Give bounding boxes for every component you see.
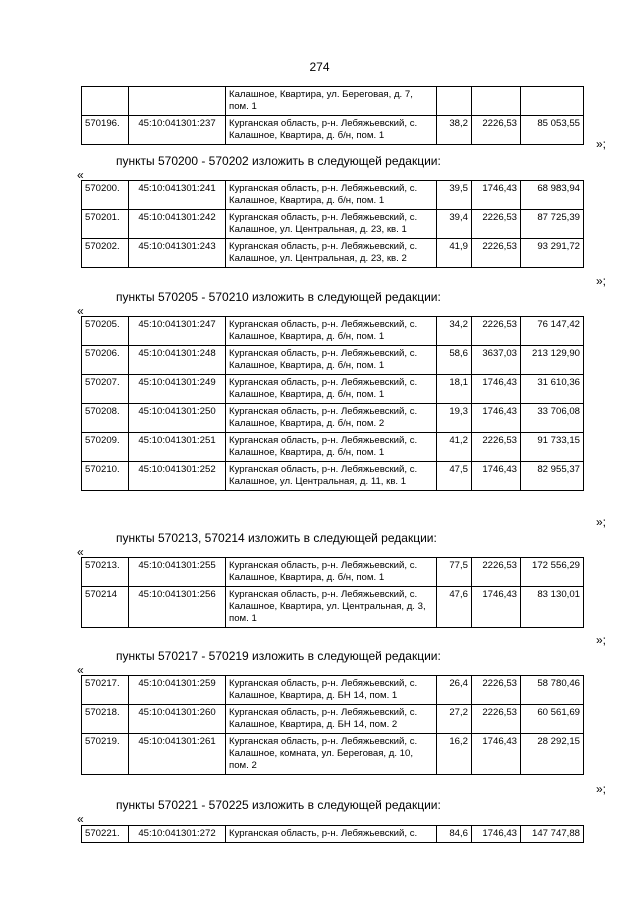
cell-cost: 31 610,36 [521, 375, 584, 404]
cell-cadastral: 45:10:041301:272 [129, 826, 226, 843]
table-row [82, 462, 584, 491]
cell-address: Курганская область, р-н. Лебяжьевский, с. Калашное, Квартира, д. б/н, пом. 1 [226, 433, 437, 462]
cell-price: 1746,43 [472, 181, 521, 210]
cell-num: 570213. [82, 558, 129, 587]
cell-price: 1746,43 [472, 587, 521, 628]
table-row [82, 558, 584, 587]
top-table [81, 86, 584, 145]
cell-area: 77,5 [437, 558, 472, 587]
cell-cadastral: 45:10:041301:260 [129, 705, 226, 734]
section-table [81, 180, 584, 268]
cell-price: 1746,43 [472, 375, 521, 404]
cell-address: Курганская область, р-н. Лебяжьевский, с. Калашное, Квартира, ул. Центральная, д. 3, пом. 1 [226, 587, 437, 628]
cell-cadastral: 45:10:041301:259 [129, 676, 226, 705]
cell-cadastral: 45:10:041301:250 [129, 404, 226, 433]
cell-area: 26,4 [437, 676, 472, 705]
cell-price: 2226,53 [472, 116, 521, 145]
section-table [81, 825, 584, 843]
cell-price: 1746,43 [472, 734, 521, 775]
open-quote: « [77, 168, 84, 182]
cell-price: 1746,43 [472, 462, 521, 491]
cell-area: 16,2 [437, 734, 472, 775]
cell-cadastral: 45:10:041301:261 [129, 734, 226, 775]
cell-address: Курганская область, р-н. Лебяжьевский, с. Калашное, Квартира, д. б/н, пом. 1 [226, 375, 437, 404]
cell-area: 19,3 [437, 404, 472, 433]
section-heading: пункты 570217 - 570219 изложить в следующей редакции: [116, 649, 441, 663]
table-row [82, 705, 584, 734]
table-row [82, 375, 584, 404]
open-quote: « [77, 812, 84, 826]
cell-area: 38,2 [437, 116, 472, 145]
cell-address: Курганская область, р-н. Лебяжьевский, с. Калашное, комната, ул. Береговая, д. 10, пом. 2 [226, 734, 437, 775]
table-row [82, 404, 584, 433]
table-row [82, 87, 584, 116]
cell-price: 2226,53 [472, 433, 521, 462]
cell-num: 570218. [82, 705, 129, 734]
cell-cost: 76 147,42 [521, 317, 584, 346]
cell-cost: 28 292,15 [521, 734, 584, 775]
cell-address: Курганская область, р-н. Лебяжьевский, с. Калашное, Квартира, д. б/н, пом. 1 [226, 346, 437, 375]
cell-price: 2226,53 [472, 676, 521, 705]
table-row [82, 239, 584, 268]
cell-num: 570221. [82, 826, 129, 843]
cell-cadastral: 45:10:041301:248 [129, 346, 226, 375]
cell-num: 570206. [82, 346, 129, 375]
cell-cadastral: 45:10:041301:256 [129, 587, 226, 628]
cell-price: 2226,53 [472, 210, 521, 239]
cell-address: Курганская область, р-н. Лебяжьевский, с. Калашное, ул. Центральная, д. 11, кв. 1 [226, 462, 437, 491]
cell-area: 27,2 [437, 705, 472, 734]
cell-address: Курганская область, р-н. Лебяжьевский, с. Калашное, Квартира, д. БН 14, пом. 2 [226, 705, 437, 734]
cell-address: Курганская область, р-н. Лебяжьевский, с. Калашное, Квартира, д. БН 14, пом. 1 [226, 676, 437, 705]
cell-cadastral: 45:10:041301:237 [129, 116, 226, 145]
close-quote: »; [596, 274, 607, 288]
table-row [82, 346, 584, 375]
cell-address: Курганская область, р-н. Лебяжьевский, с. Калашное, Квартира, д. б/н, пом. 1 [226, 317, 437, 346]
cell-area: 41,2 [437, 433, 472, 462]
cell-cadastral: 45:10:041301:241 [129, 181, 226, 210]
table-row [82, 734, 584, 775]
section-heading: пункты 570200 - 570202 изложить в следующей редакции: [116, 154, 441, 168]
cell-cadastral: 45:10:041301:242 [129, 210, 226, 239]
table-row [82, 587, 584, 628]
open-quote: « [77, 545, 84, 559]
cell-address: Курганская область, р-н. Лебяжьевский, с. Калашное, Квартира, д. б/н, пом. 1 [226, 558, 437, 587]
cell-num: 570219. [82, 734, 129, 775]
table-row [82, 676, 584, 705]
cell-num: 570214 [82, 587, 129, 628]
section-table [81, 316, 584, 491]
cell-address: Курганская область, р-н. Лебяжьевский, с. Калашное, Квартира, д. б/н, пом. 1 [226, 181, 437, 210]
cell-num: 570210. [82, 462, 129, 491]
cell-price: 2226,53 [472, 705, 521, 734]
cell-cadastral: 45:10:041301:243 [129, 239, 226, 268]
section-heading: пункты 570205 - 570210 изложить в следующей редакции: [116, 290, 441, 304]
cell-cadastral: 45:10:041301:255 [129, 558, 226, 587]
table-row [82, 826, 584, 843]
cell-num: 570200. [82, 181, 129, 210]
cell-cost: 58 780,46 [521, 676, 584, 705]
cell-num: 570205. [82, 317, 129, 346]
close-quote: »; [596, 633, 607, 647]
cell-area: 84,6 [437, 826, 472, 843]
cell-address: Калашное, Квартира, ул. Береговая, д. 7, пом. 1 [226, 87, 437, 116]
cell-cost: 213 129,90 [521, 346, 584, 375]
cell-num: 570201. [82, 210, 129, 239]
cell-area: 39,5 [437, 181, 472, 210]
table-row [82, 181, 584, 210]
close-quote: »; [596, 137, 607, 151]
cell-cost: 91 733,15 [521, 433, 584, 462]
cell-address: Курганская область, р-н. Лебяжьевский, с. Калашное, ул. Центральная, д. 23, кв. 1 [226, 210, 437, 239]
cell-num: 570202. [82, 239, 129, 268]
cell-cost: 93 291,72 [521, 239, 584, 268]
section-table [81, 557, 584, 628]
cell-price: 2226,53 [472, 558, 521, 587]
cell-cost [521, 87, 584, 116]
cell-cost: 87 725,39 [521, 210, 584, 239]
cell-price [472, 87, 521, 116]
cell-price: 1746,43 [472, 404, 521, 433]
cell-num: 570208. [82, 404, 129, 433]
section-heading: пункты 570221 - 570225 изложить в следующей редакции: [116, 798, 441, 812]
cell-cost: 85 053,55 [521, 116, 584, 145]
cell-address: Курганская область, р-н. Лебяжьевский, с. Калашное, Квартира, д. б/н, пом. 2 [226, 404, 437, 433]
cell-cost: 147 747,88 [521, 826, 584, 843]
cell-cadastral: 45:10:041301:251 [129, 433, 226, 462]
open-quote: « [77, 663, 84, 677]
cell-area: 39,4 [437, 210, 472, 239]
cell-price: 2226,53 [472, 239, 521, 268]
cell-area: 18,1 [437, 375, 472, 404]
cell-area: 34,2 [437, 317, 472, 346]
cell-num: 570196. [82, 116, 129, 145]
table-row [82, 317, 584, 346]
section-table [81, 675, 584, 775]
cell-area: 47,5 [437, 462, 472, 491]
cell-area [437, 87, 472, 116]
cell-cost: 83 130,01 [521, 587, 584, 628]
cell-address: Курганская область, р-н. Лебяжьевский, с. [226, 826, 437, 843]
close-quote: »; [596, 782, 607, 796]
cell-price: 3637,03 [472, 346, 521, 375]
cell-cost: 68 983,94 [521, 181, 584, 210]
cell-cost: 60 561,69 [521, 705, 584, 734]
cell-area: 47,6 [437, 587, 472, 628]
page-number: 274 [309, 60, 330, 74]
cell-cadastral: 45:10:041301:247 [129, 317, 226, 346]
close-quote: »; [596, 515, 607, 529]
cell-cadastral: 45:10:041301:249 [129, 375, 226, 404]
cell-cost: 172 556,29 [521, 558, 584, 587]
table-row [82, 116, 584, 145]
table-row [82, 433, 584, 462]
cell-num: 570209. [82, 433, 129, 462]
cell-address: Курганская область, р-н. Лебяжьевский, с. Калашное, Квартира, д. б/н, пом. 1 [226, 116, 437, 145]
cell-area: 41,9 [437, 239, 472, 268]
cell-cost: 82 955,37 [521, 462, 584, 491]
cell-area: 58,6 [437, 346, 472, 375]
cell-cost: 33 706,08 [521, 404, 584, 433]
open-quote: « [77, 304, 84, 318]
cell-num: 570207. [82, 375, 129, 404]
cell-cadastral [129, 87, 226, 116]
cell-price: 1746,43 [472, 826, 521, 843]
table-row [82, 210, 584, 239]
cell-address: Курганская область, р-н. Лебяжьевский, с. Калашное, ул. Центральная, д. 23, кв. 2 [226, 239, 437, 268]
section-heading: пункты 570213, 570214 изложить в следующей редакции: [116, 531, 437, 545]
cell-cadastral: 45:10:041301:252 [129, 462, 226, 491]
cell-price: 2226,53 [472, 317, 521, 346]
cell-num: 570217. [82, 676, 129, 705]
cell-num [82, 87, 129, 116]
